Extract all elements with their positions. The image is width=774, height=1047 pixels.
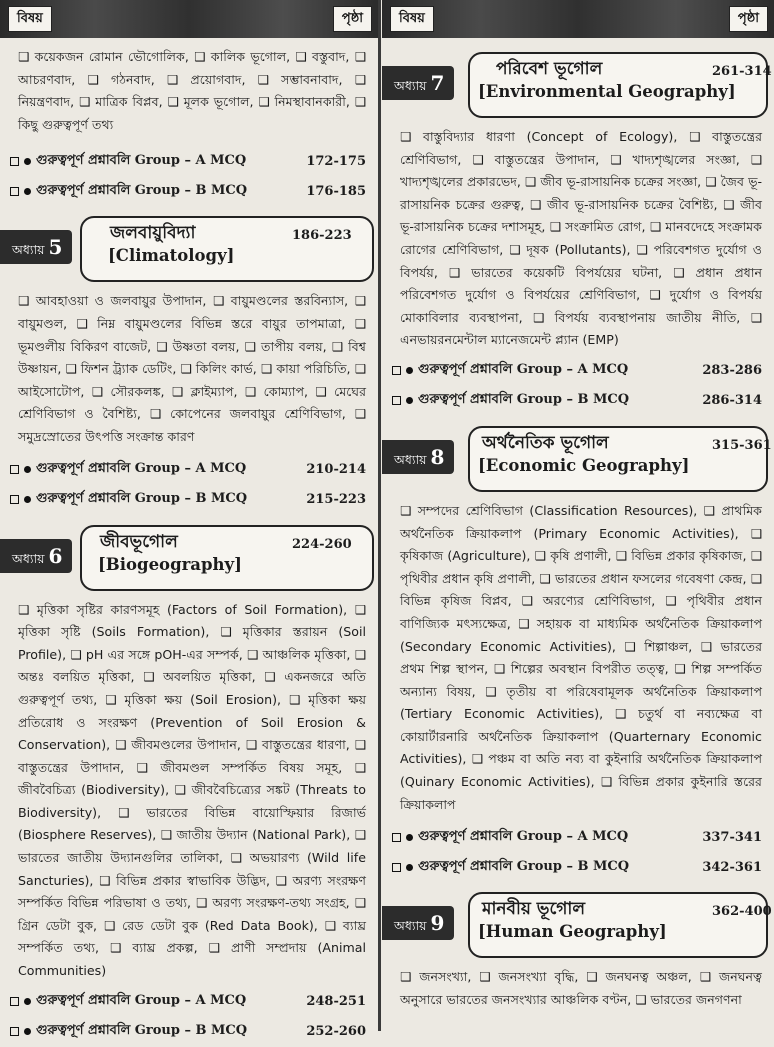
chapter-badge	[0, 539, 72, 573]
mcq-label: গুরুত্বপূর্ণ প্রশ্নাবলি Group – A MCQ	[36, 152, 247, 168]
chapter-pages: 261-314	[712, 64, 772, 79]
checkbox-icon	[392, 833, 401, 842]
chapter-number: 9	[430, 911, 445, 936]
mcq-label: গুরুত্বপূর্ণ প্রশ্নাবলি Group – A MCQ	[418, 362, 629, 378]
bullet-icon	[406, 834, 413, 841]
mcq-pages: 172-175	[306, 153, 366, 169]
mcq-label: গুরুত্বপূর্ণ প্রশ্নাবলি Group – A MCQ	[36, 461, 247, 477]
mcq-row	[382, 822, 774, 852]
checkbox-icon	[10, 157, 19, 166]
bullet-icon	[406, 367, 413, 374]
mcq-pages: 210-214	[306, 462, 366, 478]
chapter-badge	[382, 440, 454, 474]
mcq-pages: 252-260	[306, 1024, 366, 1040]
checkbox-icon	[392, 396, 401, 405]
bullet-icon	[24, 1028, 31, 1035]
page-heading: পৃষ্ঠা	[729, 6, 768, 32]
mcq-label: গুরুত্বপূর্ণ প্রশ্নাবলি Group – B MCQ	[418, 858, 630, 874]
chapter-number: 8	[430, 444, 445, 469]
chapter-title-en: [Climatology]	[108, 246, 235, 266]
bullet-icon	[24, 998, 31, 1005]
right-column	[382, 0, 774, 1031]
subject-heading: বিষয়	[390, 6, 434, 32]
chapter-title-bn: জীবভূগোল	[100, 531, 178, 552]
left-column-header	[0, 0, 378, 38]
mcq-row	[0, 1017, 378, 1047]
mcq-row	[0, 176, 378, 206]
mcq-row	[0, 455, 378, 485]
chapter-title-bn: অর্থনৈতিক ভূগোল	[482, 432, 609, 453]
chapter-title-bn: পরিবেশ ভূগোল	[496, 59, 603, 79]
right-column-header	[382, 0, 774, 38]
checkbox-icon	[10, 495, 19, 504]
chapter-8-heading	[382, 422, 774, 496]
left-column	[0, 0, 378, 1040]
mcq-row	[0, 987, 378, 1017]
mcq-pages: 215-223	[306, 492, 366, 508]
chapter-badge-label: অধ্যায়	[12, 242, 45, 258]
checkbox-icon	[10, 997, 19, 1006]
mcq-row	[382, 852, 774, 882]
page-heading: পৃষ্ঠা	[333, 6, 372, 32]
mcq-label: গুরুত্বপূর্ণ প্রশ্নাবলি Group – B MCQ	[36, 1023, 248, 1039]
bullet-icon	[24, 158, 31, 165]
bullet-icon	[406, 864, 413, 871]
checkbox-icon	[392, 366, 401, 375]
bullet-icon	[24, 188, 31, 195]
chapter-6-topics: ❑ মৃত্তিকা সৃষ্টির কারণসমূহ (Factors of Soil Formation), ❑ মৃত্তিকা সৃষ্টি (Soils Formation), ❑ মৃত্তিকার স্তরায়ন (Soil Profile), ❑ pH এর সঙ্গে pOH-এর সম্পর্ক, ❑ আঞ্চলিক মৃত্তিকা, ❑ অন্তঃ বলয়িত মৃত্তিকা, ❑ অবলয়িত মৃত্তিকা, ❑ একনজরে অতি গুরুত্বপূর্ণ তথ্য, ❑ মৃত্তিকা ক্ষয় (Soil Erosion), ❑ মৃত্তিকা ক্ষয় প্রতিরোধ ও সংরক্ষণ (Prevention of Soil Erosion & Conservation), ❑ জীবমণ্ডলের উপাদান, ❑ বাস্তুতন্ত্রের ধারণা, ❑ বাস্তুতন্ত্রের উপাদান, ❑ জীবমণ্ডল সম্পর্কিত বিষয় সমূহ, ❑ জীববৈচিত্র্য (Biodiversity), ❑ জীববৈচিত্র্যের সঙ্কট (Threats to Biodiversity), ❑ ভারতের বিভিন্ন বায়োস্ফিয়ার রিজার্ভ (Biosphere Reserves), ❑ জাতীয় উদ্যান (National Park), ❑ ভারতের জাতীয় উদ্যানগুলির তালিকা, ❑ অভয়ারণ্য (Wild life Sancturies), ❑ বিভিন্ন প্রকার স্বাভাবিক উদ্ভিদ, ❑ অরণ্য সংরক্ষণ সম্পর্কিত বিভিন্ন পরিভাষা ও তথ্য, ❑ অরণ্য সংরক্ষণ-তথ্য সংগ্রহ, ❑ গ্রিন ডেটা বুক, ❑ রেড ডেটা বুক (Red Data Book), ❑ ব্যাঘ্র সম্পর্কিত তথ্য, ❑ ব্যাঘ্র প্রকল্প, ❑ প্রাণী সম্প্রদায় (Animal Communities)	[18, 601, 366, 979]
checkbox-icon	[10, 465, 19, 474]
column-divider	[378, 0, 381, 1031]
chapter-title-en: [Environmental Geography]	[478, 82, 736, 101]
chapter-number: 5	[48, 235, 63, 260]
subject-heading: বিষয়	[8, 6, 52, 32]
mcq-pages: 283-286	[702, 363, 762, 379]
chapter-badge	[382, 906, 454, 940]
chapter-9-topics: ❑ জনসংখ্যা, ❑ জনসংখ্যা বৃদ্ধি, ❑ জনঘনত্ব অঞ্চল, ❑ জনঘনত্ব অনুসারে ভারতের জনসংখ্যার আঞ্চলিক বণ্টন, ❑ ভারতের জনগণনা	[400, 969, 762, 1007]
checkbox-icon	[392, 863, 401, 872]
chapter-title-en: [Biogeography]	[98, 554, 242, 574]
chapter-badge-label: অধ্যায়	[394, 451, 427, 467]
chapter-5-heading	[0, 212, 378, 286]
checkbox-icon	[10, 187, 19, 196]
mcq-row	[0, 485, 378, 515]
mcq-pages: 337-341	[702, 829, 762, 845]
chapter-badge-label: অধ্যায়	[12, 550, 45, 566]
chapter-9-heading	[382, 888, 774, 962]
mcq-label: গুরুত্বপূর্ণ প্রশ্নাবলি Group – A MCQ	[418, 828, 629, 844]
chapter-badge-label: অধ্যায়	[394, 918, 427, 934]
chapter-pages: 224-260	[292, 536, 352, 552]
bullet-icon	[24, 496, 31, 503]
chapter-pages: 315-361	[712, 437, 772, 453]
chapter-title-en: [Human Geography]	[478, 922, 667, 942]
chapter-number: 6	[48, 543, 63, 568]
mcq-pages: 342-361	[702, 859, 762, 875]
mcq-label: গুরুত্বপূর্ণ প্রশ্নাবলি Group – B MCQ	[418, 392, 630, 408]
mcq-row	[382, 356, 774, 386]
intro-topics: ❑ কয়েকজন রোমান ভৌগোলিক, ❑ কালিক ভূগোল, ❑ বস্তুবাদ, ❑ আচরণবাদ, ❑ গঠনবাদ, ❑ প্রয়োগবাদ, ❑ সম্ভাবনাবাদ, ❑ নিয়ন্ত্রণবাদ, ❑ মাত্রিক বিপ্লব, ❑ মূলক ভূগোল, ❑ নিমস্থাবানকারী, ❑ কিছু গুরুত্বপূর্ণ তথ্য	[18, 49, 366, 132]
chapter-8-topics: ❑ সম্পদের শ্রেণিবিভাগ (Classification Resources), ❑ প্রাথমিক অর্থনৈতিক ক্রিয়াকলাপ (Primary Economic Activities), ❑ কৃষিকাজ (Agriculture), ❑ কৃষি প্রণালী, ❑ বিভিন্ন প্রকার কৃষিকাজ, ❑ পৃথিবীর প্রধান কৃষি প্রণালী, ❑ ভারতের প্রধান ফসলের গবেষণা কেন্দ্র, ❑ বিভিন্ন কৃষিজ বিপ্লব, ❑ অরণ্যের শ্রেণিবিভাগ, ❑ পৃথিবীর প্রধান বাণিজ্যিক মৎস্যক্ষেত্র, ❑ সহায়ক বা মাধ্যমিক অর্থনৈতিক ক্রিয়াকলাপ (Secondary Economic Activities), ❑ শিল্পাঞ্চল, ❑ ভারতের প্রথম শিল্প স্থাপন, ❑ শিল্পের অবস্থান বিপরীত তত্ত্ব, ❑ শিল্প সম্পর্কিত অন্যান্য বিষয়, ❑ তৃতীয় বা পরিষেবামূলক অর্থনৈতিক ক্রিয়াকলাপ (Tertiary Economic Activities), ❑ চতুর্থ বা নব্যক্ষেত্র বা কোয়ার্টারনারি অর্থনৈতিক ক্রিয়াকলাপ (Quarternary Economic Activities), ❑ পঞ্চম বা অতি নব্য বা কুইনারি অর্থনৈতিক ক্রিয়াকলাপ (Quinary Economic Activities), ❑ বিভিন্ন প্রকার কুইনারি স্তরের ক্রিয়াকলাপ	[400, 502, 762, 812]
chapter-title-bn: মানবীয় ভূগোল	[482, 899, 586, 920]
chapter-title-bn: জলবায়ুবিদ্যা	[110, 223, 196, 244]
chapter-pages: 362-400	[712, 904, 772, 920]
bullet-icon	[406, 397, 413, 404]
mcq-pages: 248-251	[306, 994, 366, 1010]
chapter-5-topics: ❑ আবহাওয়া ও জলবায়ুর উপাদান, ❑ বায়ুমণ্ডলের স্তরবিন্যাস, ❑ বায়ুমণ্ডল, ❑ নিম্ন বায়ুমণ্ডলের বিভিন্ন স্তরে বায়ুর তাপমাত্রা, ❑ ভূমণ্ডলীয় বিকিরণ বাজেট, ❑ উষ্ণতা বলয়, ❑ তাপীয় বলয়, ❑ বিশ্ব উষ্ণায়ন, ❑ ফিশন ট্র্যাক ডেটিং, ❑ কিলিং কার্ভ, ❑ কায়া পরিচিতি, ❑ আইসোটোপ, ❑ সৌরকলঙ্ক, ❑ ক্লাইম্যাপ, ❑ কোম্যাপ, ❑ মেঘের শ্রেণিবিভাগ ও বৈশিষ্ট্য, ❑ কোপেনের জলবায়ুর শ্রেণিবিভাগ, ❑ সমুদ্রস্রোতের উৎপত্তি সংক্রান্ত কারণ	[18, 293, 366, 444]
chapter-title-en: [Economic Geography]	[478, 455, 690, 475]
mcq-pages: 176-185	[306, 183, 366, 199]
checkbox-icon	[10, 1027, 19, 1036]
bullet-icon	[24, 466, 31, 473]
chapter-badge-label: অধ্যায়	[394, 78, 427, 93]
chapter-7-topics: ❑ বাস্তুবিদ্যার ধারণা (Concept of Ecology), ❑ বাস্তুতন্ত্রের শ্রেণিবিভাগ, ❑ বাস্তুতন্ত্রের উপাদান, ❑ খাদ্যশৃঙ্খলের সংজ্ঞা, ❑ খাদ্যশৃঙ্খলের প্রকারভেদ, ❑ জীব ভূ-রাসায়নিক চক্রের সংজ্ঞা, ❑ জৈব ভূ-রাসায়নিক চক্রের গুরুত্ব, ❑ জীব ভূ-রাসায়নিক চক্রের বৈশিষ্ট্য, ❑ জীব ভূ-রাসায়নিক চক্রের দশাসমূহ, ❑ সংক্রামিত রোগ, ❑ মানবদেহে সংক্রামক রোগের শ্রেণিবিভাগ, ❑ দূষক (Pollutants), ❑ পরিবেশগত দুর্যোগ ও বিপর্যয়, ❑ ভারতের কয়েকটি বিপর্যয়ের ঘটনা, ❑ প্রধান প্রধান পরিবেশগত দুর্যোগ ও বিপর্যয়ের শ্রেণিবিভাগ, ❑ দুর্যোগ ও বিপর্যয় মোকাবিলার ব্যবস্থাপনা, ❑ বিপর্যয় ব্যবস্থাপনায় জাতীয় নীতি, ❑ এনভায়রনমেন্টাল ম্যানেজমেন্ট প্ল্যান (EMP)	[400, 129, 762, 348]
chapter-pages: 186-223	[292, 228, 352, 244]
chapter-7-heading	[382, 48, 774, 122]
mcq-pages: 286-314	[702, 393, 762, 409]
mcq-label: গুরুত্বপূর্ণ প্রশ্নাবলি Group – A MCQ	[36, 993, 247, 1009]
chapter-badge	[382, 66, 454, 100]
chapter-number: 7	[430, 71, 445, 95]
mcq-row	[0, 146, 378, 176]
chapter-6-heading	[0, 521, 378, 595]
mcq-label: গুরুত্বপূর্ণ প্রশ্নাবলি Group – B MCQ	[36, 491, 248, 507]
mcq-label: গুরুত্বপূর্ণ প্রশ্নাবলি Group – B MCQ	[36, 182, 248, 198]
mcq-row	[382, 386, 774, 416]
chapter-badge	[0, 230, 72, 264]
